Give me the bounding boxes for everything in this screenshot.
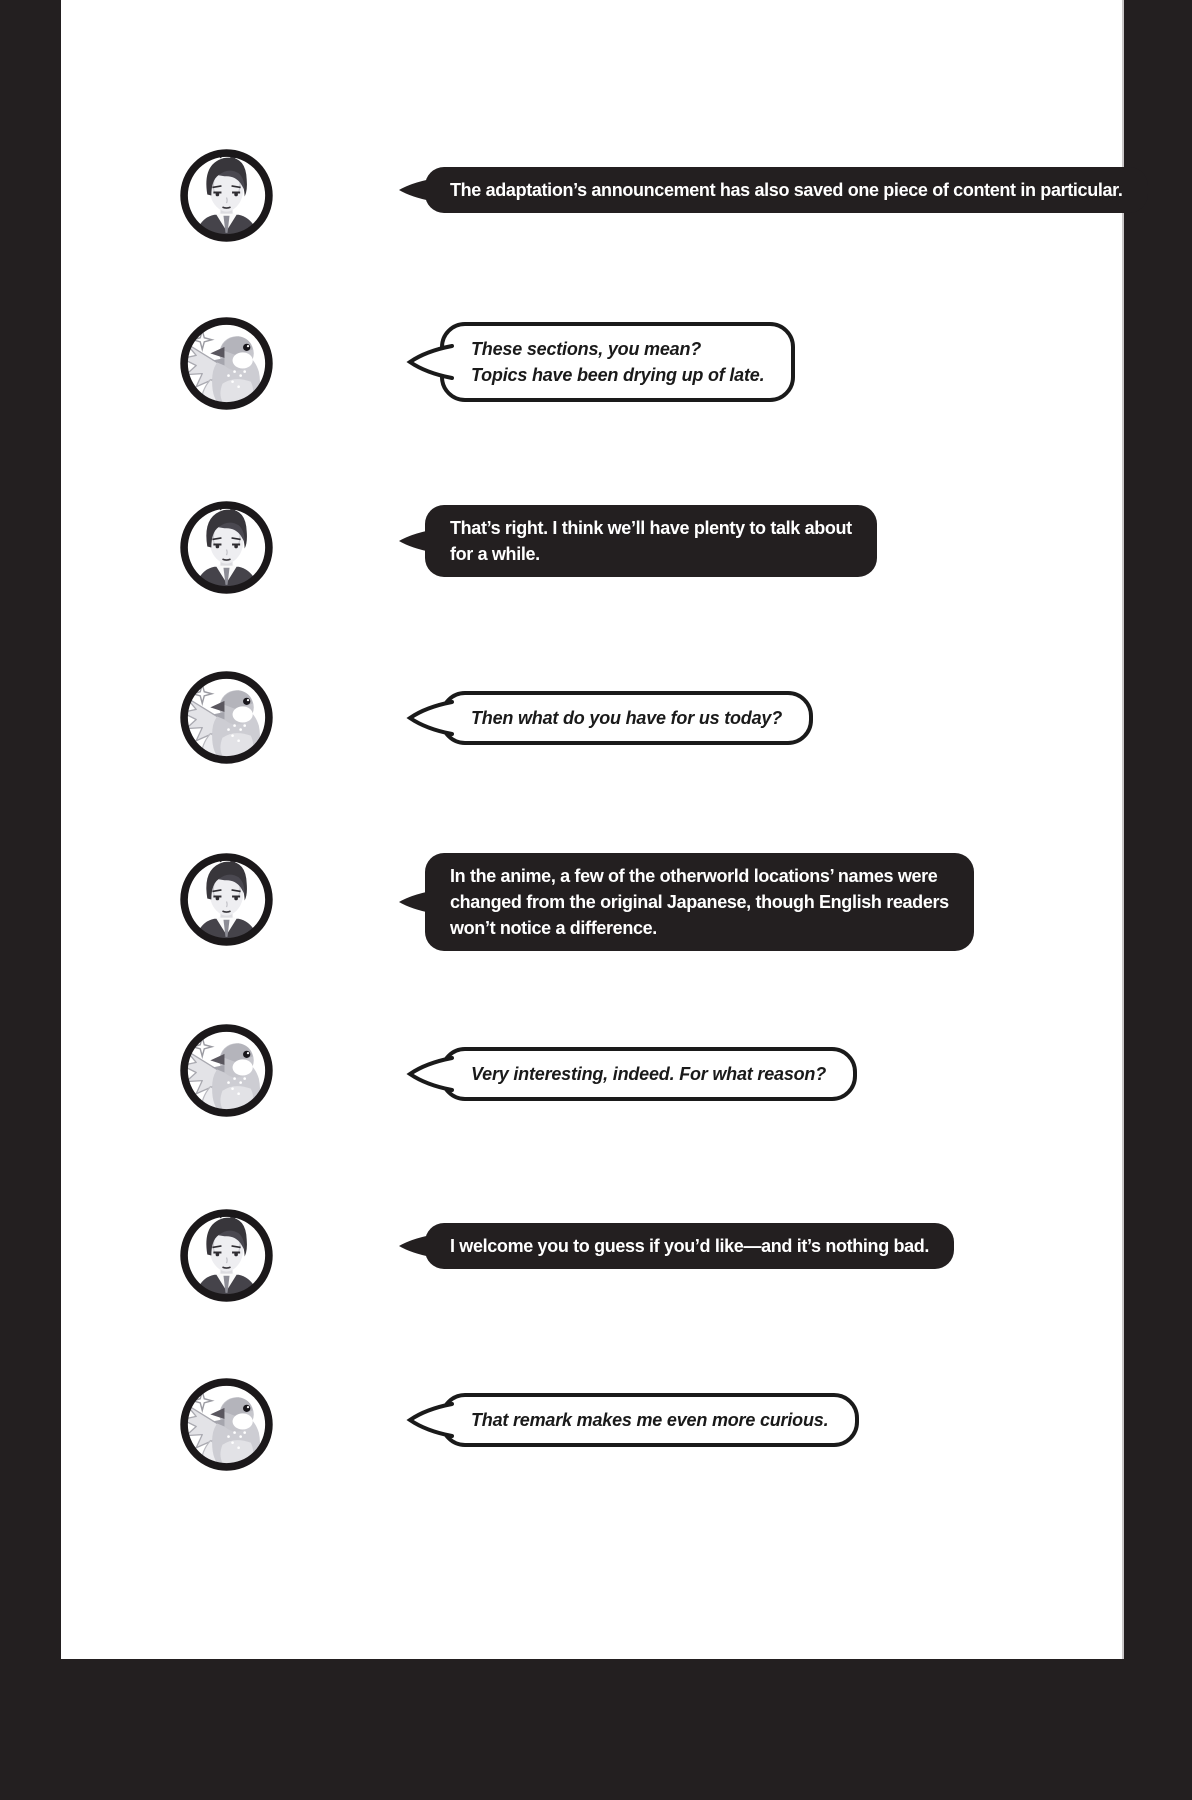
bubble-line: In the anime, a few of the otherworld locations’ names were xyxy=(450,866,938,886)
avatar xyxy=(176,849,277,950)
speech-bubble xyxy=(440,1047,857,1101)
bubble-line: That remark makes me even more curious. xyxy=(471,1410,829,1430)
speech-bubble xyxy=(440,1393,859,1447)
speech-bubble xyxy=(425,167,1148,213)
avatar xyxy=(176,1374,277,1475)
bubble-tail xyxy=(397,525,431,557)
speech-bubble xyxy=(440,322,795,402)
bubble-tail xyxy=(397,886,431,918)
man-portrait-icon xyxy=(176,1205,277,1306)
sparrow-icon xyxy=(176,313,277,414)
avatar xyxy=(176,667,277,768)
bubble-line: for a while. xyxy=(450,544,540,564)
bubble-tail xyxy=(406,695,454,741)
bubble-line: The adaptation’s announcement has also saved one piece of content in particular. xyxy=(450,180,1123,200)
speech-bubble xyxy=(425,853,974,951)
speech-bubble xyxy=(425,1223,954,1269)
speech-bubble xyxy=(440,691,813,745)
avatar xyxy=(176,1205,277,1306)
bubble-line: That’s right. I think we’ll have plenty to talk about xyxy=(450,518,852,538)
sparrow-icon xyxy=(176,1374,277,1475)
bubble-line: These sections, you mean? xyxy=(471,339,702,359)
sparrow-icon xyxy=(176,1020,277,1121)
bubble-line: Topics have been drying up of late. xyxy=(471,365,765,385)
bubble-tail xyxy=(397,1230,431,1262)
bubble-line: Very interesting, indeed. For what reason? xyxy=(471,1064,827,1084)
sparrow-icon xyxy=(176,667,277,768)
man-portrait-icon xyxy=(176,497,277,598)
bubble-line: changed from the original Japanese, though English readers xyxy=(450,892,949,912)
bubble-tail xyxy=(406,1051,454,1097)
bubble-tail xyxy=(397,174,431,206)
avatar xyxy=(176,497,277,598)
speech-bubble xyxy=(425,505,877,577)
bubble-line: won’t notice a difference. xyxy=(450,918,657,938)
bubble-tail xyxy=(406,339,454,385)
man-portrait-icon xyxy=(176,849,277,950)
bubble-line: I welcome you to guess if you’d like—and it’s nothing bad. xyxy=(450,1236,930,1256)
man-portrait-icon xyxy=(176,145,277,246)
bubble-line: Then what do you have for us today? xyxy=(471,708,783,728)
paper xyxy=(61,0,1124,1659)
avatar xyxy=(176,145,277,246)
avatar xyxy=(176,1020,277,1121)
bubble-tail xyxy=(406,1397,454,1443)
avatar xyxy=(176,313,277,414)
